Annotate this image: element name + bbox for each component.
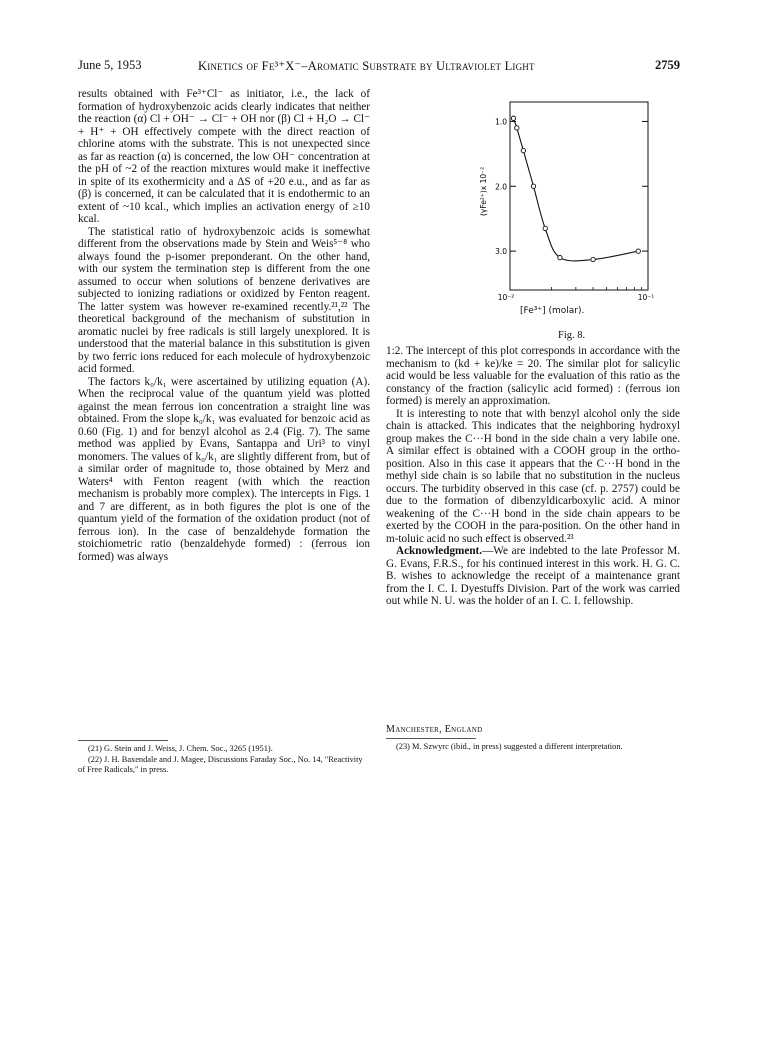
y-tick-label: 3.0 <box>495 247 507 257</box>
figure-8 <box>468 92 678 342</box>
page-number: 2759 <box>655 58 680 72</box>
left-column <box>78 88 370 563</box>
y-tick-label: 1.0 <box>495 117 507 127</box>
plot-frame <box>510 102 648 290</box>
data-point <box>531 184 535 188</box>
data-point <box>591 257 595 261</box>
data-point <box>521 148 525 152</box>
header-title: Kinetics of Fe³⁺X⁻–Aromatic Substrate by Ultraviolet Light <box>198 59 535 73</box>
running-header <box>78 58 680 78</box>
acknowledgment-paragraph <box>386 545 680 608</box>
left-paragraph-3: The factors k₀/k₁ were ascertained by utilizing equation (A). When the reciprocal value of the quantum yield was plotted against the mean ferrous ion concentration a straight line was obtained. From the slope k₀/k₁ was evaluated for benzoic acid as 0.60 (Fig. 1) and for benzyl alcohol as 2.4 (Fig. 7). The same method was applied by Evans, Santappa and Uri³ to vinyl monomers. The values of k₀/k₁ are slightly different from, but of a similar order of magnitude to, those obtained by Merz and Waters⁴ with Fenton reagent (with which the reaction mechanism is probably more complex). The intercepts in Figs. 1 and 7 are different, as in both figures the plot is one of the quantum yield of the formation of the oxidation product (not of ferrous ion). In the case of benzaldehyde formation the stoichiometric ratio (benzaldehyde formed) : (ferrous ion formed) was always <box>78 375 370 563</box>
acknowledgment-text: —We are indebted to the late Professor M. G. Evans, F.R.S., for his continued interest in this work. H. G. C. B. wishes to acknowledge the receipt of a maintenance grant from the I. C. I. Dyestuffs Division. Part of the work was carried out while N. U. was the holder of an I. C. I. fellowship. <box>386 545 680 607</box>
right-footnotes <box>386 742 680 753</box>
plot-ticks <box>495 117 654 302</box>
right-column <box>386 345 680 608</box>
left-paragraph-1: results obtained with Fe³⁺Cl⁻ as initiator, i.e., the lack of formation of hydroxybenzoic acids clearly indicates that neither the reaction (α) Cl + OH⁻ → Cl⁻ + OH nor (β) Cl + H₂O → Cl⁻ + H⁺ + OH effectively compete with the direct reaction of chlorine atoms with the substrate. This is not unexpected since as far as reaction (α) is concerned, the low OH⁻ concentration at the pH of ~2 of the reaction mixtures would make it ineffective in spite of its exothermicity and a ΔS of +20 e.u., and as far as (β) is concerned, it can be calculated that it is endothermic to an extent of ~10 kcal., which implies an activation energy of ≥10 kcal. <box>78 88 370 225</box>
footnote-rule-right <box>386 738 476 739</box>
plot-points <box>511 116 640 262</box>
data-point <box>558 255 562 259</box>
left-paragraph-2: The statistical ratio of hydroxybenzoic acids is somewhat different from the observations made by Stein and Weis⁵⁻⁸ who always found the p-isomer preponderant. On the other hand, with our system the termination step is different from the one assumed to occur when solutions of benzene derivatives are subjected to ionizing radiations or oxidized by Fenton reagent. The latter system was however re-examined recently.²¹,²² The theoretical background of the mechanism of substitution in aromatic nuclei by free radicals is still largely unexplored. It is understood that the material balance in this substitution is given by two ferric ions reduced for each molecule of hydroxybenzoic acid formed. <box>78 225 370 375</box>
acknowledgment-heading: Acknowledgment. <box>396 545 483 557</box>
series-line <box>514 118 639 261</box>
right-paragraph-1: 1:2. The intercept of this plot corresponds in accordance with the mechanism to (kd + ke)/ke = 20. The similar plot for salicylic acid would be less valuable for the evaluation of this ratio as the constancy of the fraction (salicylic acid formed) : (ferrous ion formed) is merely an approximation. <box>386 345 680 407</box>
figure-caption: Fig. 8. <box>558 330 586 341</box>
data-point <box>511 116 515 120</box>
plot-axes <box>479 102 648 290</box>
x-tick-label: 10⁻² <box>497 293 515 302</box>
figure-xlabel: [Fe³⁺] (molar). <box>520 306 585 316</box>
data-point <box>515 126 519 130</box>
y-tick-label: 2.0 <box>495 182 507 192</box>
left-footnotes <box>78 744 370 776</box>
footnote-rule-left <box>78 740 168 741</box>
fig-8-plot <box>468 92 678 342</box>
footnote-22: (22) J. H. Baxendale and J. Magee, Discussions Faraday Soc., No. 14, "Reactivity of Free Radicals," in press. <box>78 754 363 774</box>
data-point <box>636 249 640 253</box>
affiliation: Manchester, England <box>386 724 483 735</box>
header-date: June 5, 1953 <box>78 58 142 72</box>
footnote-21: (21) G. Stein and J. Weiss, J. Chem. Soc., 3265 (1951). <box>88 744 273 753</box>
x-tick-label: 10⁻¹ <box>637 293 655 302</box>
plot-curve <box>514 118 639 261</box>
data-point <box>543 226 547 230</box>
footnote-23: (23) M. Szwyrc (ibid., in press) suggested a different interpretation. <box>396 742 623 751</box>
right-paragraph-2: It is interesting to note that with benzyl alcohol only the side chain is attacked. This indicates that the neighboring hydroxyl group makes the C···H bond in the side chain a very labile one. A similar effect is obtained with a COOH group in the ortho-position. Also in this case it appears that the C···H bond in the methyl side chain is so labile that no substitution in the nucleus occurs. The turbidity observed in this case (cf. p. 2757) could be due to the formation of dibenzyldicarboxylic acid. A minor weakening of the C···H bond in the side chain appears to be exerted by the COOH in the para-position. On the other hand in m-toluic acid no such effect is observed.²³ <box>386 407 680 545</box>
y-axis-label: (γFe²⁺)x 10⁻² <box>479 166 488 216</box>
